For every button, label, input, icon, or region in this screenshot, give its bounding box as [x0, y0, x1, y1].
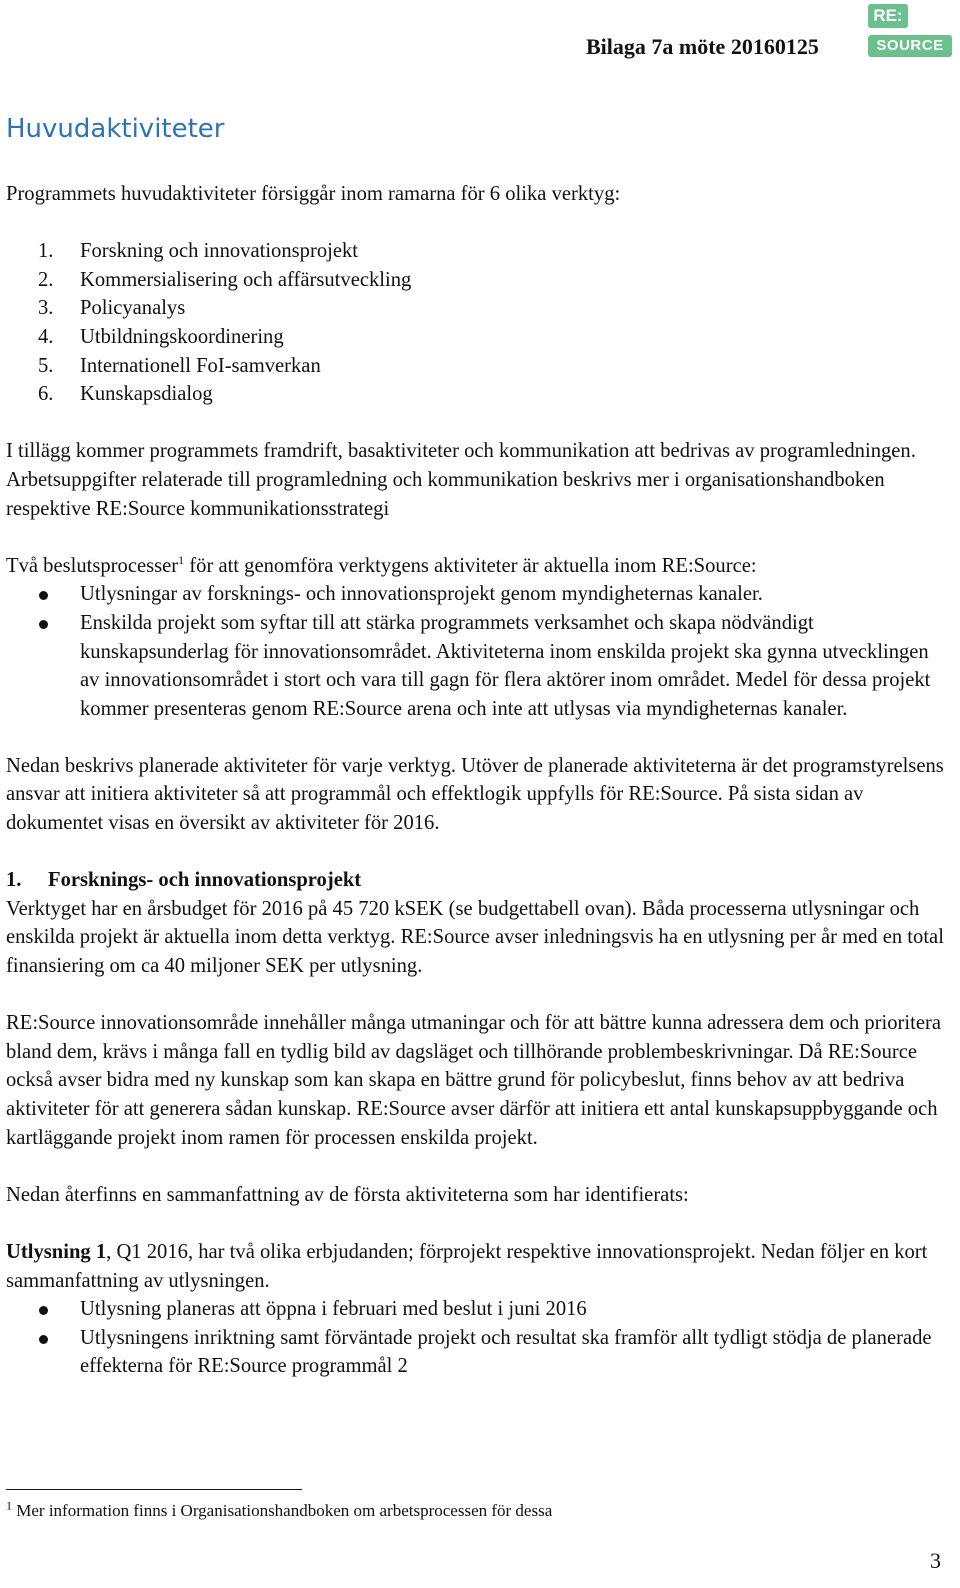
section-heading: Huvudaktiviteter — [6, 114, 225, 144]
list-item: Utlysningens inriktning samt förväntade projekt och resultat ska framför allt tydligt stödja de planerade effekterna för RE:Source programmål 2 — [6, 1324, 948, 1381]
budget-paragraph: Verktyget har en årsbudget för 2016 på 45 720 kSEK (se budgettabell ovan). Båda processerna utlysningar och enskilda projekt är aktuella inom detta verktyg. RE:Source avser inledningsvis ha en utlysning per år med en total finansiering om ca 40 miljoner SEK per utlysning. — [6, 897, 944, 978]
call-bullets — [6, 1295, 948, 1381]
decision-bullets — [6, 580, 948, 723]
tools-list — [6, 237, 948, 409]
logo-re: RE: — [868, 4, 908, 28]
list-item: 2. Kommersialisering och affärsutveckling — [38, 268, 412, 291]
below-paragraph: Nedan beskrivs planerade aktiviteter för varje verktyg. Utöver de planerade aktiviteterna är det programstyrelsens ansvar att initiera aktiviteter så att programmål och effektlogik uppfylls för RE:Source. På sista sidan av dokumentet visas en översikt av aktiviteter för 2016. — [6, 754, 944, 835]
management-paragraph: I tillägg kommer programmets framdrift, basaktiviteter och kommunikation att bedrivas av programledningen. Arbetsuppgifter relaterade till programledning och kommunikation beskrivs mer i organisationshandboken respektive RE:Source kommunikationsstrategi — [6, 440, 916, 520]
page-number: 3 — [930, 1548, 941, 1573]
logo-source: SOURCE — [868, 35, 952, 57]
body-content — [6, 180, 948, 1381]
re-source-logo — [868, 4, 956, 58]
list-item: Utlysning planeras att öppna i februari med beslut i juni 2016 — [6, 1295, 948, 1324]
footnote-divider — [6, 1489, 302, 1490]
list-item: 4. Utbildningskoordinering — [38, 325, 284, 348]
footnote-ref: 1 — [178, 552, 185, 567]
list-item: 3. Policyanalys — [38, 297, 186, 320]
decision-lead: Två beslutsprocesser$^1$ för att genomföra verktygens aktiviteter är aktuella inom RE:Source: — [6, 552, 757, 577]
call-paragraph: Utlysning 1, Q1 2016, har två olika erbjudanden; förprojekt respektive innovationsprojekt. Nedan följer en kort sammanfattning av utlysningen. — [6, 1240, 928, 1292]
subsection-title: 1. Forsknings- och innovationsprojekt — [6, 869, 362, 892]
list-item: Enskilda projekt som syftar till att stärka programmets verksamhet och skapa nödvändigt kunskapsunderlag för innovationsområdet. Aktiviteterna inom enskilda projekt ska gynna utvecklingen av innovationsområdet i stort och vara till gagn för flera aktörer inom området. Medel för dessa projekt kommer presenteras genom RE:Source arena och inte att utlysas via myndigheternas kanaler. — [6, 609, 948, 723]
header-title: Bilaga 7a möte 20160125 — [586, 34, 819, 59]
list-item: Utlysningar av forsknings- och innovationsprojekt genom myndigheternas kanaler. — [6, 580, 948, 609]
innovation-paragraph: RE:Source innovationsområde innehåller många utmaningar och för att bättre kunna adressera dem och prioritera bland dem, krävs i många fall en tydlig bild av dagsläget och tillhörande problembeskrivningar. Då RE:Source också avser bidra med ny kunskap som kan skapa en bättre grund för policybeslut, finns behov av att bedriva aktiviteter för att generera sådan kunskap. RE:Source avser därför att initiera ett antal kunskapsuppbyggande och kartläggande projekt inom ramen för processen enskilda projekt. — [6, 1012, 941, 1149]
list-item: 6. Kunskapsdialog — [38, 383, 213, 406]
footnote: $^1$ Mer information finns i Organisationshandboken om arbetsprocessen för dessa — [6, 1498, 553, 1520]
summary-paragraph: Nedan återfinns en sammanfattning av de första aktiviteterna som har identifierats: — [6, 1183, 689, 1206]
list-item: 5. Internationell FoI-samverkan — [38, 354, 321, 377]
list-item: 1. Forskning och innovationsprojekt — [38, 240, 358, 263]
intro-paragraph: Programmets huvudaktiviteter försiggår inom ramarna för 6 olika verktyg: — [6, 183, 621, 205]
